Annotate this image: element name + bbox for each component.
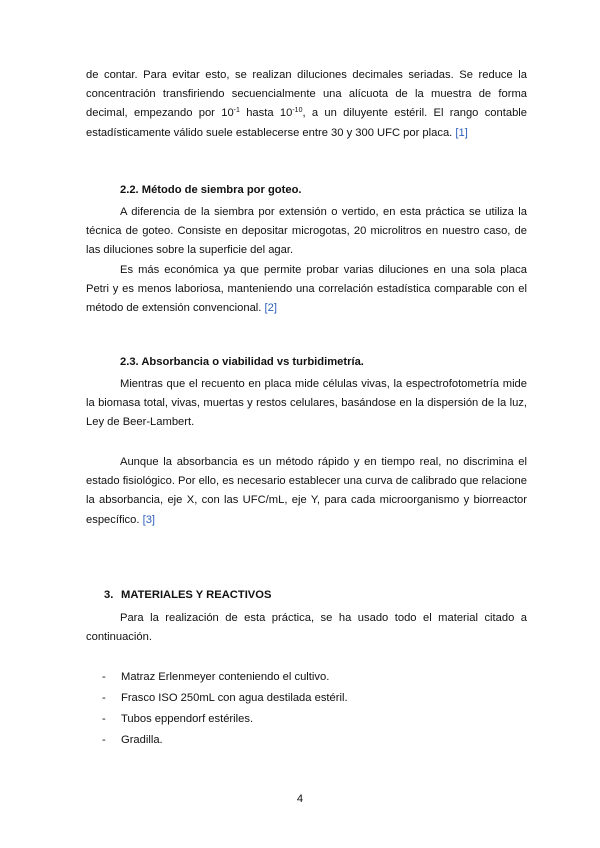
list-item: - Gradilla.	[102, 731, 348, 752]
citation-link-2[interactable]: [2]	[264, 302, 277, 315]
list-item: - Matraz Erlenmeyer conteniendo el cultivo.	[102, 668, 348, 689]
section-2-2-heading: 2.2. Método de siembra por goteo.	[120, 184, 302, 196]
drop-plating-paragraph-1: A diferencia de la siembra por extensión o vertido, en esta práctica se utiliza la técnica de goteo. Consiste en depositar microgotas, 20 microlitros en nuestro caso, de las diluciones sobre la superficie del agar.	[86, 206, 527, 257]
bullet-dash: -	[102, 692, 106, 704]
drop-plating-paragraph-2: Es más económica ya que permite probar varias diluciones en una sola placa Petri y es menos laboriosa, manteniendo una correlación estadística comparable con el método de extensión convencional. [2]	[86, 264, 527, 315]
citation-link-1[interactable]: [1]	[455, 126, 468, 139]
materials-list	[102, 668, 348, 752]
absorbance-paragraph-2: Aunque la absorbancia es un método rápido y en tiempo real, no discrimina el estado fisiológico. Por ello, es necesario establecer una curva de calibrado que relacione la absorbancia, eje X, con las UFC/mL, eje Y, para cada microorganismo y biorreactor específico. [3]	[86, 456, 527, 526]
bullet-dash: -	[102, 671, 106, 683]
materials-intro-paragraph: Para la realización de esta práctica, se ha usado todo el material citado a continuación.	[86, 612, 527, 644]
list-item: - Tubos eppendorf estériles.	[102, 710, 348, 731]
citation-link-3[interactable]: [3]	[142, 513, 156, 526]
list-item: - Frasco ISO 250mL con agua destilada estéril.	[102, 689, 348, 710]
section-3-heading	[104, 586, 271, 605]
dilution-paragraph: de contar. Para evitar esto, se realizan diluciones decimales seriadas. Se reduce la concentración transfiriendo secuencialmente una alícuota de la muestra de forma decimal, empezando por $10^{-1}$ hasta $10^{-10}$, a un diluyente estéril. El rango contable estadísticamente válido suele establecerse entre 30 y 300 UFC por placa. [1]	[86, 69, 527, 139]
bullet-dash: -	[102, 734, 106, 746]
absorbance-paragraph-1: Mientras que el recuento en placa mide células vivas, la espectrofotometría mide la biomasa total, vivas, muertas y restos celulares, basándose en la dispersión de la luz, Ley de Beer-Lambert.	[86, 378, 527, 429]
section-3-number: 3.	[104, 589, 114, 601]
section-3-title: MATERIALES Y REACTIVOS	[121, 589, 272, 601]
page-number: 4	[296, 793, 304, 805]
section-2-3-heading: 2.3. Absorbancia o viabilidad vs turbidimetría.	[120, 356, 364, 368]
bullet-dash: -	[102, 713, 106, 725]
